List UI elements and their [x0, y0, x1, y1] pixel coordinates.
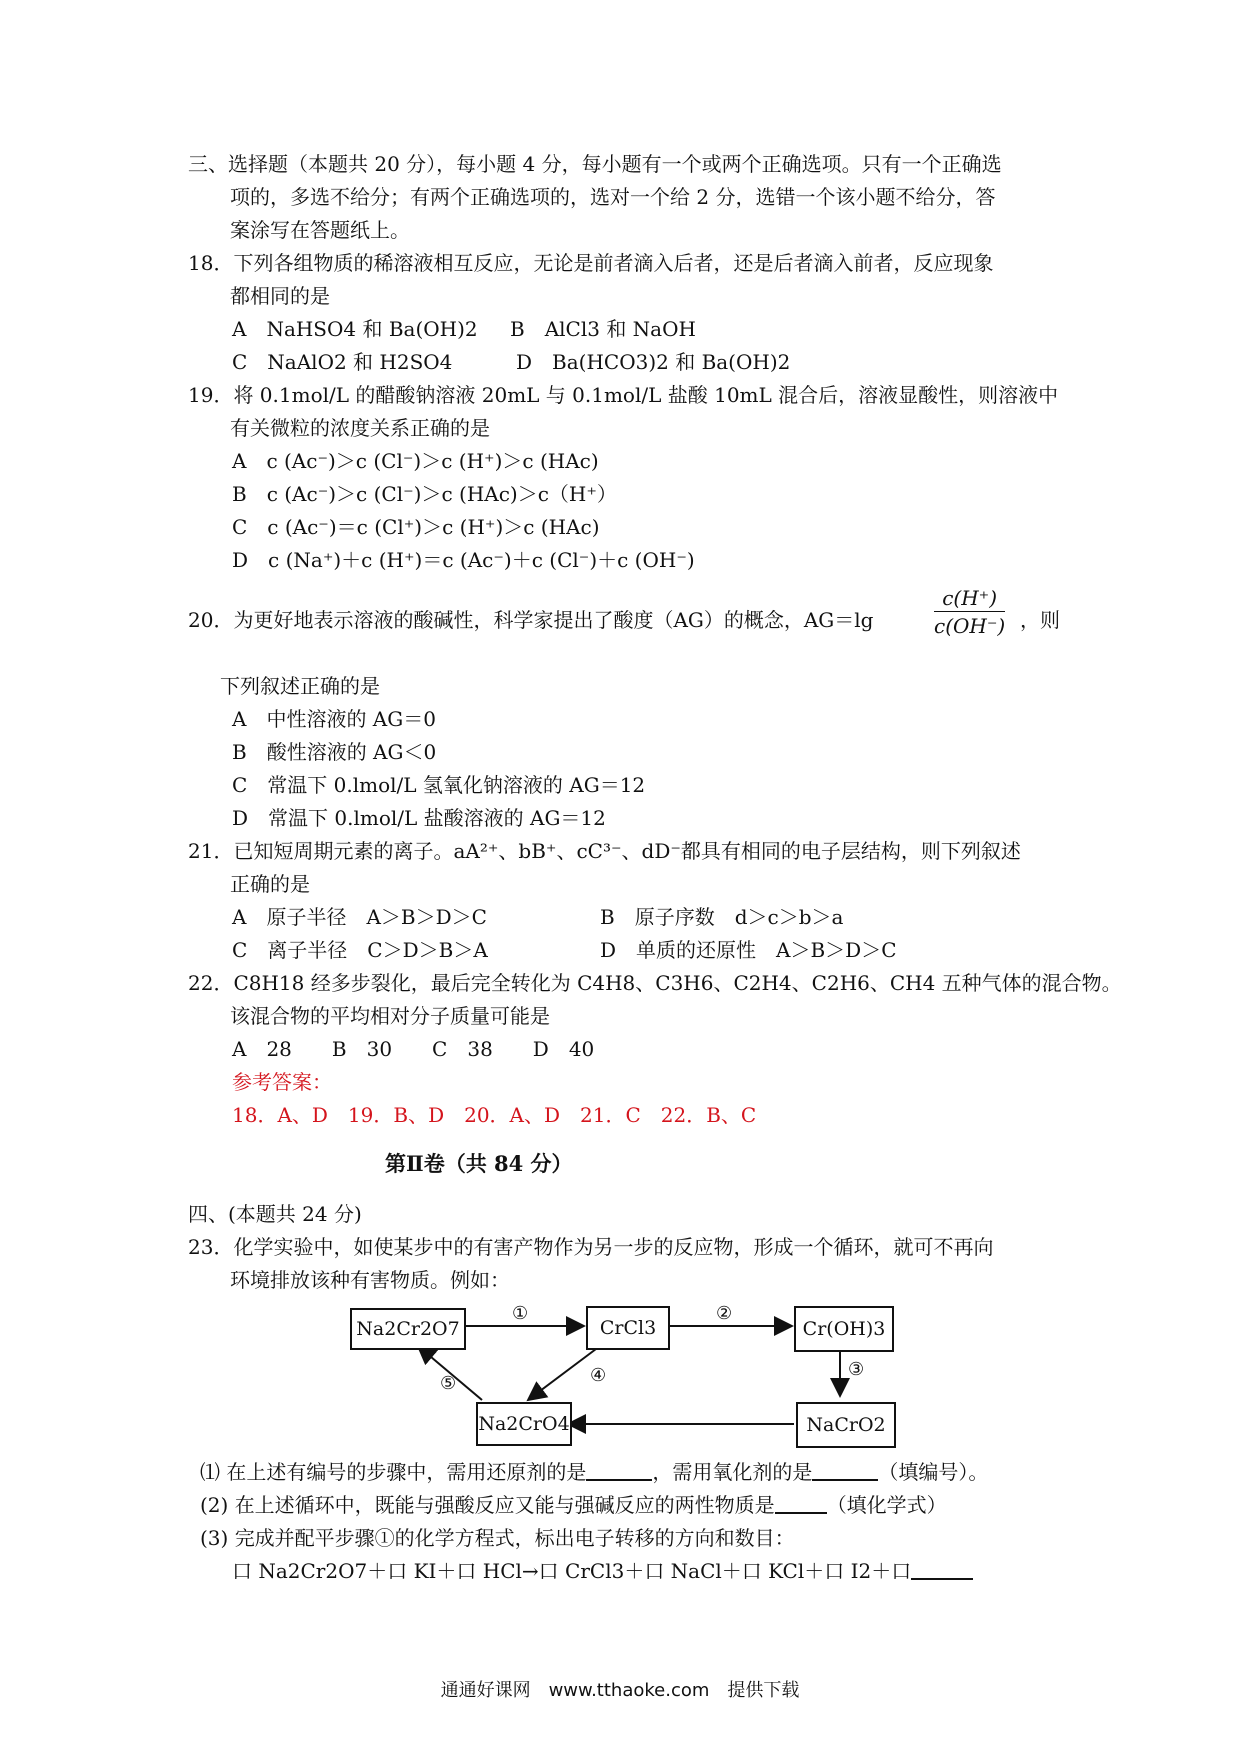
q21-stem-line2: 正确的是 — [230, 872, 310, 896]
amphoteric-answer-blank[interactable] — [775, 1492, 827, 1514]
section3-line3: 案涂写在答题纸上。 — [230, 218, 410, 242]
step2-label: ② — [716, 1303, 733, 1324]
step4-label: ④ — [590, 1365, 607, 1386]
q19-option-c: C c (Ac⁻)＝c (Cl⁺)＞c (H⁺)＞c (HAc) — [232, 515, 600, 539]
q18-option-d: D Ba(HCO3)2 和 Ba(OH)2 — [516, 350, 791, 374]
q20-option-b: B 酸性溶液的 AG＜0 — [232, 740, 437, 764]
q21-stem-line1: 21．已知短周期元素的离子。aA²⁺、bB⁺、cC³⁻、dD⁻都具有相同的电子层结构，则下列叙述 — [188, 839, 1021, 863]
q23-part3: (3) 完成并配平步骤①的化学方程式，标出电子转移的方向和数目： — [200, 1526, 795, 1550]
q23-stem-line1: 23．化学实验中，如使某步中的有害产物作为另一步的反应物，形成一个循环，就可不再向 — [188, 1235, 994, 1259]
crcl3-box: CrCl3 — [586, 1306, 670, 1350]
q22-stem-line2: 该混合物的平均相对分子质量可能是 — [230, 1004, 550, 1028]
answer-text: 18．A、D 19．B、D 20．A、D 21．C 22．B、C — [232, 1103, 757, 1127]
q20-option-c: C 常温下 0.lmol/L 氢氧化钠溶液的 AG＝12 — [232, 773, 646, 797]
q21-option-d: D 单质的还原性 A＞B＞D＞C — [600, 938, 897, 962]
step3-label: ③ — [848, 1359, 865, 1380]
step5-label: ⑤ — [440, 1373, 457, 1394]
section3-line2: 项的，多选不给分；有两个正确选项的，选对一个给 2 分，选错一个该小题不给分，答 — [230, 185, 996, 209]
q20-stem-after: ，则 — [1020, 608, 1060, 632]
q21-option-a: A 原子半径 A＞B＞D＞C — [232, 905, 487, 929]
q21-option-b: B 原子序数 d＞c＞b＞a — [600, 905, 844, 929]
section4-title: 四、(本题共 24 分) — [188, 1202, 362, 1226]
na2cr2o7-box: Na2Cr2O7 — [350, 1308, 466, 1350]
q21-option-c: C 离子半径 C＞D＞B＞A — [232, 938, 488, 962]
q20-option-a: A 中性溶液的 AG＝0 — [232, 707, 436, 731]
q23-equation: 口 Na2Cr2O7＋口 KI＋口 HCl→口 CrCl3＋口 NaCl＋口 KCl＋口 I2＋口 — [232, 1557, 973, 1585]
q18-option-a: A NaHSO4 和 Ba(OH)2 — [232, 317, 478, 341]
nacro2-box: NaCrO2 — [796, 1402, 896, 1448]
q20-option-d: D 常温下 0.lmol/L 盐酸溶液的 AG＝12 — [232, 806, 606, 830]
q19-stem-line1: 19．将 0.1mol/L 的醋酸钠溶液 20mL 与 0.1mol/L 盐酸 10mL 混合后，溶液显酸性，则溶液中 — [188, 383, 1059, 407]
reducing-agent-answer-blank[interactable] — [586, 1459, 652, 1481]
answer-label: 参考答案： — [232, 1070, 332, 1094]
croh3-box: Cr(OH)3 — [794, 1306, 894, 1352]
q22-stem-line1: 22．C8H18 经多步裂化，最后完全转化为 C4H8、C3H6、C2H4、C2H6、CH4 五种气体的混合物。 — [188, 971, 1122, 995]
q19-option-b: B c (Ac⁻)＞c (Cl⁻)＞c (HAc)＞c（H⁺） — [232, 482, 617, 506]
footer-source: 通通好课网 www.tthaoke.com 提供下载 — [440, 1680, 800, 1701]
q19-stem-line2: 有关微粒的浓度关系正确的是 — [230, 416, 490, 440]
q20-stem-line2: 下列叙述正确的是 — [220, 674, 380, 698]
q23-part2: (2) 在上述循环中，既能与强酸反应又能与强碱反应的两性物质是 （填化学式） — [200, 1493, 947, 1517]
equation-product-blank[interactable] — [911, 1558, 973, 1580]
q20-stem-text: 20．为更好地表示溶液的酸碱性，科学家提出了酸度（AG）的概念，AG＝lg — [188, 608, 874, 632]
q22-options: A 28 B 30 C 38 D 40 — [232, 1037, 595, 1061]
q18-stem-line2: 都相同的是 — [230, 284, 330, 308]
q18-option-c: C NaAlO2 和 H2SO4 — [232, 350, 453, 374]
q19-option-a: A c (Ac⁻)＞c (Cl⁻)＞c (H⁺)＞c (HAc) — [232, 449, 599, 473]
step1-label: ① — [512, 1303, 529, 1324]
section3-line1: 三、选择题（本题共 20 分），每小题 4 分，每小题有一个或两个正确选项。只有一个正确选 — [188, 152, 1002, 176]
na2cro4-box: Na2CrO4 — [476, 1402, 572, 1446]
q23-part1: ⑴ 在上述有编号的步骤中，需用还原剂的是 ，需用氧化剂的是 （填编号）。 — [200, 1460, 989, 1484]
q18-option-b: B AlCl3 和 NaOH — [510, 317, 696, 341]
ag-denominator: c(OH⁻) — [934, 614, 1006, 638]
ag-numerator: c(H⁺) — [934, 585, 1005, 612]
q18-stem-line1: 18．下列各组物质的稀溶液相互反应，无论是前者滴入后者，还是后者滴入前者，反应现象 — [188, 251, 994, 275]
oxidizing-agent-answer-blank[interactable] — [812, 1459, 878, 1481]
q19-option-d: D c (Na⁺)＋c (H⁺)＝c (Ac⁻)＋c (Cl⁻)＋c (OH⁻) — [232, 548, 695, 572]
q23-stem-line2: 环境排放该种有害物质。例如： — [230, 1268, 510, 1292]
part2-title: 第Ⅱ卷（共 84 分） — [385, 1151, 573, 1176]
